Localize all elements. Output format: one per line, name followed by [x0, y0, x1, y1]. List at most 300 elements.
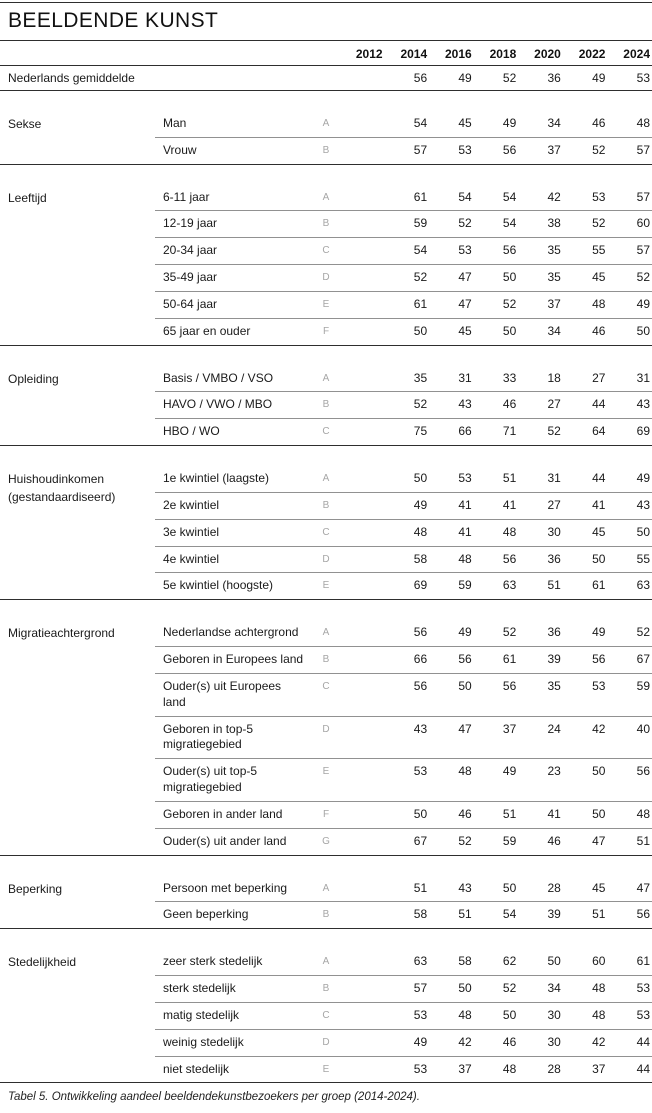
- value-cell: [340, 949, 385, 975]
- value-cell: 46: [563, 318, 608, 345]
- value-cell: 24: [518, 716, 563, 759]
- value-cell: 56: [385, 673, 430, 716]
- value-cell: 28: [547, 880, 561, 895]
- value-cell: 47: [636, 880, 650, 895]
- value-cell: 59: [429, 572, 474, 599]
- row-label: Geboren in ander land: [155, 801, 312, 828]
- value-cell: 38: [518, 210, 563, 237]
- value-cell: 34: [547, 116, 561, 130]
- row-letter: C: [312, 519, 340, 546]
- value-cell: 53: [607, 975, 652, 1002]
- page-title: BEELDENDE KUNST: [8, 9, 219, 32]
- table-section: [0, 876, 652, 930]
- row-label: Ouder(s) uit top-5 migratiegebied: [155, 758, 312, 801]
- category-label: Huishoudinkomen (gestandaardiseerd): [8, 472, 116, 505]
- row-letter: E: [312, 572, 340, 599]
- value-cell: 46: [592, 116, 606, 130]
- value-cell: 45: [563, 519, 608, 546]
- value-cell: 48: [429, 758, 474, 801]
- value-cell: 37: [474, 716, 519, 759]
- value-cell: 59: [385, 210, 430, 237]
- value-cell: 52: [502, 71, 517, 85]
- value-cell: 44: [592, 471, 606, 486]
- value-cell: [340, 620, 385, 646]
- value-cell: 48: [474, 1056, 519, 1083]
- value-cell: 55: [607, 546, 652, 573]
- value-cell: 61: [474, 646, 519, 673]
- value-cell: 51: [429, 901, 474, 928]
- value-cell: [340, 519, 385, 546]
- value-cell: 62: [502, 954, 517, 969]
- value-cell: 52: [502, 625, 517, 640]
- row-letter: B: [312, 492, 340, 519]
- row-label: Basis / VMBO / VSO: [163, 370, 274, 385]
- value-cell: 46: [474, 1029, 519, 1056]
- value-cell: [340, 801, 385, 828]
- value-cell: 47: [429, 264, 474, 291]
- row-label: 3e kwintiel: [155, 519, 312, 546]
- category-label: Beperking: [8, 881, 63, 896]
- value-cell: 57: [636, 189, 650, 204]
- value-cell: 61: [563, 572, 608, 599]
- value-cell: 51: [518, 572, 563, 599]
- row-label: 6-11 jaar: [163, 189, 210, 204]
- value-cell: 61: [413, 189, 428, 204]
- value-cell: 58: [385, 901, 430, 928]
- value-cell: 58: [385, 546, 430, 573]
- value-cell: 53: [636, 71, 650, 85]
- table-section: [0, 620, 652, 855]
- value-cell: 50: [474, 318, 519, 345]
- value-cell: 52: [563, 137, 608, 164]
- year-column-header: 2022: [578, 47, 606, 61]
- value-cell: 56: [607, 758, 652, 801]
- value-cell: 43: [429, 391, 474, 418]
- value-cell: 36: [518, 546, 563, 573]
- row-label: niet stedelijk: [155, 1056, 312, 1083]
- row-letter: B: [312, 901, 340, 928]
- row-label: 2e kwintiel: [155, 492, 312, 519]
- value-cell: [340, 828, 385, 855]
- row-letter: G: [312, 828, 340, 855]
- value-cell: [340, 137, 385, 164]
- value-cell: 49: [592, 625, 606, 640]
- row-label: 50-64 jaar: [155, 291, 312, 318]
- value-cell: 43: [385, 716, 430, 759]
- value-cell: 49: [607, 291, 652, 318]
- value-cell: 53: [458, 471, 472, 486]
- row-label: zeer sterk stedelijk: [163, 954, 263, 969]
- value-cell: 61: [636, 954, 650, 969]
- value-cell: 54: [385, 237, 430, 264]
- value-cell: [340, 291, 385, 318]
- value-cell: 59: [474, 828, 519, 855]
- value-cell: 56: [474, 673, 519, 716]
- value-cell: 35: [518, 264, 563, 291]
- value-cell: [340, 546, 385, 573]
- value-cell: 48: [563, 291, 608, 318]
- value-cell: 46: [474, 391, 519, 418]
- value-cell: 51: [563, 901, 608, 928]
- value-cell: 69: [385, 572, 430, 599]
- value-cell: 49: [458, 625, 472, 640]
- value-cell: 53: [385, 1002, 430, 1029]
- row-letter: B: [312, 137, 340, 164]
- value-cell: 53: [429, 137, 474, 164]
- value-cell: 43: [607, 391, 652, 418]
- year-column-header: 2014: [400, 47, 428, 61]
- value-cell: 52: [607, 264, 652, 291]
- value-cell: [340, 366, 385, 392]
- value-cell: 56: [474, 546, 519, 573]
- row-letter: A: [322, 191, 330, 203]
- value-cell: 41: [474, 492, 519, 519]
- value-cell: 42: [547, 189, 561, 204]
- row-label: 4e kwintiel: [155, 546, 312, 573]
- value-cell: 52: [563, 210, 608, 237]
- value-cell: 50: [474, 1002, 519, 1029]
- value-cell: 66: [429, 418, 474, 445]
- value-cell: 49: [636, 471, 650, 486]
- table-section: [0, 111, 652, 165]
- value-cell: 48: [429, 1002, 474, 1029]
- value-cell: 50: [385, 801, 430, 828]
- value-cell: 56: [413, 625, 428, 640]
- row-letter: F: [312, 318, 340, 345]
- value-cell: 67: [607, 646, 652, 673]
- category-label: Migratieachtergrond: [8, 626, 115, 641]
- row-letter: D: [312, 1029, 340, 1056]
- value-cell: 27: [592, 370, 606, 385]
- value-cell: 56: [607, 901, 652, 928]
- value-cell: 61: [385, 291, 430, 318]
- value-cell: 51: [502, 471, 517, 486]
- value-cell: [340, 492, 385, 519]
- row-label: Man: [163, 116, 187, 130]
- row-label: Vrouw: [155, 137, 312, 164]
- value-cell: 52: [518, 418, 563, 445]
- value-cell: 50: [607, 519, 652, 546]
- value-cell: 46: [518, 828, 563, 855]
- value-cell: 51: [607, 828, 652, 855]
- value-cell: 45: [592, 880, 606, 895]
- value-cell: 23: [518, 758, 563, 801]
- value-cell: 53: [429, 237, 474, 264]
- value-cell: 43: [607, 492, 652, 519]
- value-cell: 45: [429, 318, 474, 345]
- value-cell: 48: [385, 519, 430, 546]
- category-label: Leeftijd: [8, 190, 47, 205]
- category-label: Stedelijkheid: [8, 955, 77, 970]
- top-rule: [0, 2, 652, 3]
- value-cell: [340, 758, 385, 801]
- value-cell: 57: [385, 975, 430, 1002]
- value-cell: 54: [413, 116, 428, 130]
- value-cell: 45: [563, 264, 608, 291]
- value-cell: 54: [502, 189, 517, 204]
- row-label: weinig stedelijk: [155, 1029, 312, 1056]
- value-cell: 52: [385, 264, 430, 291]
- value-cell: 50: [429, 673, 474, 716]
- year-column-header: 2018: [489, 47, 517, 61]
- value-cell: 47: [429, 291, 474, 318]
- row-letter: D: [312, 264, 340, 291]
- row-label: sterk stedelijk: [155, 975, 312, 1002]
- row-label: Ouder(s) uit Europees land: [155, 673, 312, 716]
- value-cell: 30: [518, 1002, 563, 1029]
- row-letter: D: [312, 716, 340, 759]
- value-cell: 47: [429, 716, 474, 759]
- row-letter: A: [322, 956, 330, 968]
- value-cell: [340, 391, 385, 418]
- row-letter: A: [322, 372, 330, 384]
- value-cell: 34: [518, 975, 563, 1002]
- value-cell: 39: [518, 646, 563, 673]
- value-cell: 37: [518, 291, 563, 318]
- value-cell: [340, 1056, 385, 1083]
- row-letter: A: [322, 473, 330, 485]
- value-cell: [340, 876, 385, 902]
- value-cell: 75: [385, 418, 430, 445]
- value-cell: 41: [563, 492, 608, 519]
- value-cell: 43: [458, 880, 472, 895]
- value-cell: [340, 210, 385, 237]
- value-cell: 52: [429, 210, 474, 237]
- value-cell: 39: [518, 901, 563, 928]
- value-cell: 64: [563, 418, 608, 445]
- value-cell: 37: [563, 1056, 608, 1083]
- value-cell: 57: [607, 237, 652, 264]
- value-cell: 35: [413, 370, 428, 385]
- value-cell: [340, 716, 385, 759]
- value-cell: 48: [563, 975, 608, 1002]
- value-cell: 36: [547, 625, 561, 640]
- value-cell: 63: [413, 954, 428, 969]
- table-section: [0, 366, 652, 446]
- value-cell: 49: [592, 71, 606, 85]
- value-cell: 44: [607, 1029, 652, 1056]
- header-spacer: [0, 41, 340, 65]
- value-cell: 55: [563, 237, 608, 264]
- value-cell: 31: [636, 370, 650, 385]
- row-letter: C: [312, 418, 340, 445]
- row-letter: B: [312, 646, 340, 673]
- value-cell: 56: [474, 137, 519, 164]
- year-header-row: [0, 40, 652, 66]
- value-cell: 69: [607, 418, 652, 445]
- year-column-header: 2020: [534, 47, 561, 61]
- value-cell: 48: [636, 116, 650, 130]
- value-cell: 71: [474, 418, 519, 445]
- row-label: Geboren in Europees land: [155, 646, 312, 673]
- value-cell: 50: [474, 264, 519, 291]
- value-cell: 57: [385, 137, 430, 164]
- value-cell: 50: [563, 801, 608, 828]
- value-cell: [340, 418, 385, 445]
- value-cell: [340, 185, 385, 211]
- value-cell: [340, 975, 385, 1002]
- value-cell: 41: [429, 519, 474, 546]
- value-cell: 52: [474, 975, 519, 1002]
- value-cell: 60: [592, 954, 606, 969]
- value-cell: 51: [413, 880, 428, 895]
- value-cell: 57: [607, 137, 652, 164]
- table-section: [0, 466, 652, 600]
- value-cell: 52: [385, 391, 430, 418]
- value-cell: 56: [563, 646, 608, 673]
- value-cell: 18: [547, 370, 561, 385]
- value-cell: 35: [518, 237, 563, 264]
- value-cell: 48: [607, 801, 652, 828]
- value-cell: 37: [429, 1056, 474, 1083]
- table-section: [0, 185, 652, 346]
- table-caption: Tabel 5. Ontwikkeling aandeel beeldendekunstbezoekers per groep (2014-2024).: [8, 1091, 420, 1104]
- value-cell: 52: [636, 625, 650, 640]
- value-cell: 50: [547, 954, 561, 969]
- row-label: Ouder(s) uit ander land: [155, 828, 312, 855]
- value-cell: 41: [429, 492, 474, 519]
- row-label: 20-34 jaar: [155, 237, 312, 264]
- value-cell: [340, 646, 385, 673]
- row-label: HBO / WO: [155, 418, 312, 445]
- value-cell: 67: [385, 828, 430, 855]
- value-cell: 50: [563, 546, 608, 573]
- row-letter: C: [312, 237, 340, 264]
- value-cell: 35: [518, 673, 563, 716]
- row-label: Persoon met beperking: [163, 880, 288, 895]
- row-letter: B: [312, 210, 340, 237]
- row-letter: A: [322, 627, 330, 639]
- value-cell: 49: [385, 492, 430, 519]
- value-cell: 52: [474, 291, 519, 318]
- sections-container: [0, 111, 652, 1083]
- value-cell: 31: [547, 471, 561, 486]
- value-cell: 40: [607, 716, 652, 759]
- value-cell: 63: [607, 572, 652, 599]
- value-cell: [340, 66, 385, 90]
- value-cell: [340, 466, 385, 492]
- row-letter: E: [312, 291, 340, 318]
- value-cell: [340, 111, 385, 137]
- average-row-label: Nederlands gemiddelde: [8, 71, 135, 85]
- value-cell: 50: [607, 318, 652, 345]
- value-cell: 63: [474, 572, 519, 599]
- row-label: 1e kwintiel (laagste): [163, 471, 270, 486]
- value-cell: 51: [474, 801, 519, 828]
- value-cell: 50: [385, 318, 430, 345]
- value-cell: 56: [429, 646, 474, 673]
- row-letter: B: [312, 975, 340, 1002]
- value-cell: 41: [518, 801, 563, 828]
- row-letter: B: [312, 391, 340, 418]
- value-cell: 44: [563, 391, 608, 418]
- row-letter: D: [312, 546, 340, 573]
- value-cell: 49: [458, 71, 472, 85]
- value-cell: 50: [502, 880, 517, 895]
- value-cell: 50: [413, 471, 428, 486]
- value-cell: 53: [563, 673, 608, 716]
- value-cell: 42: [429, 1029, 474, 1056]
- value-cell: 42: [563, 716, 608, 759]
- value-cell: [340, 901, 385, 928]
- year-column-header: 2016: [445, 47, 472, 61]
- value-cell: 53: [592, 189, 606, 204]
- value-cell: [340, 572, 385, 599]
- value-cell: [340, 1029, 385, 1056]
- value-cell: 52: [429, 828, 474, 855]
- value-cell: 56: [413, 71, 428, 85]
- value-cell: 27: [518, 492, 563, 519]
- row-label: matig stedelijk: [155, 1002, 312, 1029]
- table-section: [0, 949, 652, 1083]
- row-letter: A: [322, 118, 330, 129]
- row-letter: C: [312, 673, 340, 716]
- value-cell: 28: [518, 1056, 563, 1083]
- value-cell: 31: [458, 370, 472, 385]
- value-cell: 46: [429, 801, 474, 828]
- row-label: 5e kwintiel (hoogste): [155, 572, 312, 599]
- value-cell: 49: [385, 1029, 430, 1056]
- category-label: Opleiding: [8, 371, 59, 386]
- value-cell: 60: [607, 210, 652, 237]
- value-cell: 58: [458, 954, 472, 969]
- value-cell: 42: [563, 1029, 608, 1056]
- value-cell: 53: [607, 1002, 652, 1029]
- value-cell: 47: [563, 828, 608, 855]
- value-cell: 54: [474, 901, 519, 928]
- value-cell: [340, 237, 385, 264]
- category-label: Sekse: [8, 117, 42, 131]
- row-label: Geboren in top-5 migratiegebied: [155, 716, 312, 759]
- row-label: 65 jaar en ouder: [155, 318, 312, 345]
- value-cell: 50: [563, 758, 608, 801]
- value-cell: 66: [385, 646, 430, 673]
- value-cell: 49: [502, 116, 517, 130]
- row-letter: F: [312, 801, 340, 828]
- year-column-header: 2012: [355, 47, 383, 61]
- value-cell: 36: [547, 71, 561, 85]
- value-cell: 49: [474, 758, 519, 801]
- value-cell: [340, 264, 385, 291]
- row-label: Nederlandse achtergrond: [163, 625, 299, 640]
- value-cell: 53: [385, 758, 430, 801]
- value-cell: [340, 1002, 385, 1029]
- value-cell: 45: [458, 116, 472, 130]
- value-cell: 33: [502, 370, 517, 385]
- value-cell: 44: [607, 1056, 652, 1083]
- value-cell: 54: [458, 189, 472, 204]
- value-cell: 30: [518, 1029, 563, 1056]
- row-label: Geen beperking: [155, 901, 312, 928]
- value-cell: 56: [474, 237, 519, 264]
- value-cell: 48: [474, 519, 519, 546]
- value-cell: 50: [429, 975, 474, 1002]
- value-cell: 34: [518, 318, 563, 345]
- value-cell: 30: [518, 519, 563, 546]
- row-letter: E: [312, 758, 340, 801]
- row-label: HAVO / VWO / MBO: [155, 391, 312, 418]
- row-letter: E: [312, 1056, 340, 1083]
- national-average-row: [0, 66, 652, 91]
- value-cell: 48: [429, 546, 474, 573]
- value-cell: 37: [518, 137, 563, 164]
- row-letter: C: [312, 1002, 340, 1029]
- row-label: 12-19 jaar: [155, 210, 312, 237]
- value-cell: [340, 318, 385, 345]
- value-cell: 54: [474, 210, 519, 237]
- value-cell: 48: [563, 1002, 608, 1029]
- year-column-header: 2024: [623, 47, 650, 61]
